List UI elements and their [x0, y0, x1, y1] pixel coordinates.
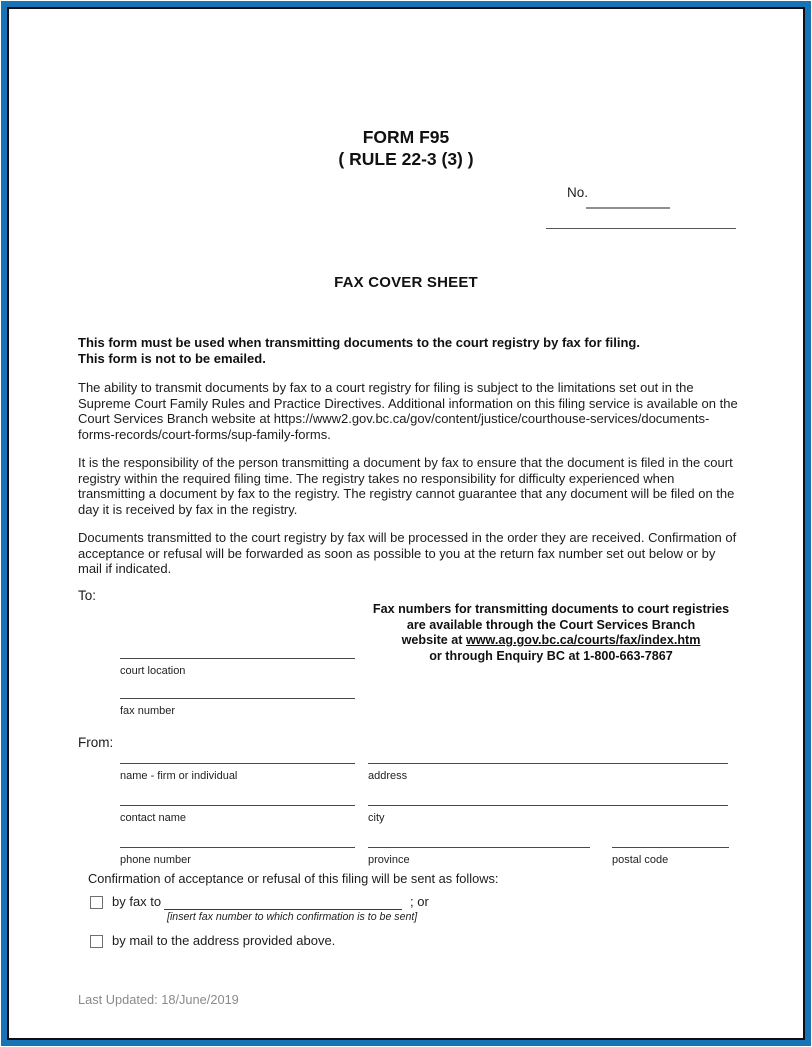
- notice-line-1: This form must be used when transmitting documents to the court registry by fax for filing.: [78, 335, 640, 350]
- confirmation-intro: Confirmation of acceptance or refusal of this filing will be sent as follows:: [88, 871, 499, 886]
- paragraph-1: The ability to transmit documents by fax to a court registry for filing is subject to the limitations set out in the Supreme Court Family Rules and Practice Directives. Additional information on this filing service is available on the Court Services Branch website at https://www2.gov.bc.ca/gov/content/justice/courthouse-services/documents-forms-records/court-forms/sup-family-forms.: [78, 380, 738, 442]
- province-field-label: province: [368, 854, 410, 866]
- by-fax-suffix: ; or: [410, 894, 429, 909]
- province-field[interactable]: [368, 847, 590, 848]
- notice-line-2: This form is not to be emailed.: [78, 351, 266, 366]
- fax-info-line-4: or through Enquiry BC at 1-800-663-7867: [429, 648, 673, 663]
- postal-code-label: postal code: [612, 854, 669, 866]
- phone-number-field[interactable]: [120, 847, 355, 848]
- city-field[interactable]: [368, 805, 728, 806]
- address-field-label: address: [368, 770, 408, 782]
- fax-info-url-prefix: website at: [401, 633, 466, 648]
- registry-blank-field[interactable]: [546, 212, 736, 229]
- form-title-block: [0, 126, 812, 170]
- paragraph-3: Documents transmitted to the court registry by fax will be processed in the order they are received. Confirmation of acceptance or refusal will be forwarded as soon as possible to you at the return fax number set out below or by mail if indicated.: [78, 530, 737, 577]
- phone-number-label: phone number: [120, 854, 191, 866]
- court-location-label: court location: [120, 665, 186, 677]
- to-fax-number-label: fax number: [120, 705, 176, 717]
- case-number-label: No.: [567, 185, 589, 200]
- by-mail-checkbox[interactable]: [90, 935, 103, 948]
- fax-info-url-link[interactable]: www.ag.gov.bc.ca/courts/fax/index.htm: [465, 633, 701, 648]
- page-title: FAX COVER SHEET: [334, 274, 478, 291]
- form-title: FORM F95: [362, 127, 450, 147]
- case-number-field[interactable]: [586, 192, 670, 209]
- by-fax-checkbox[interactable]: [90, 896, 103, 909]
- name-field-label: name - firm or individual: [120, 770, 238, 782]
- notice-bold: [78, 335, 740, 367]
- name-field[interactable]: [120, 763, 355, 764]
- contact-name-label: contact name: [120, 812, 187, 824]
- last-updated: Last Updated: 18/June/2019: [78, 992, 239, 1007]
- fax-info-block: [360, 602, 742, 664]
- fax-info-line-3: [360, 633, 742, 649]
- by-fax-note: [insert fax number to which confirmation is to be sent]: [167, 911, 418, 923]
- to-fax-number-field[interactable]: [120, 698, 355, 699]
- confirmation-fax-number-field[interactable]: [164, 909, 402, 910]
- fax-info-line-2: are available through the Court Services Branch: [406, 617, 696, 632]
- city-field-label: city: [368, 812, 385, 824]
- by-fax-label: by fax to: [112, 894, 162, 909]
- from-label: From:: [78, 735, 114, 750]
- fax-info-line-1: Fax numbers for transmitting documents to court registries: [372, 602, 730, 616]
- address-field[interactable]: [368, 763, 728, 764]
- form-rule: ( RULE 22-3 (3) ): [338, 149, 474, 169]
- paragraph-2: It is the responsibility of the person transmitting a document by fax to ensure that the document is filed in the court registry within the required filing time. The registry takes no responsibility for difficulty experienced when transmitting a document by fax to the registry. The registry cannot guarantee that any document will be filed on the day it is received by fax in the registry.: [78, 455, 735, 517]
- court-location-field[interactable]: [120, 658, 355, 659]
- postal-code-field[interactable]: [612, 847, 729, 848]
- by-mail-label: by mail to the address provided above.: [112, 933, 336, 948]
- to-label: To:: [78, 588, 97, 603]
- contact-name-field[interactable]: [120, 805, 355, 806]
